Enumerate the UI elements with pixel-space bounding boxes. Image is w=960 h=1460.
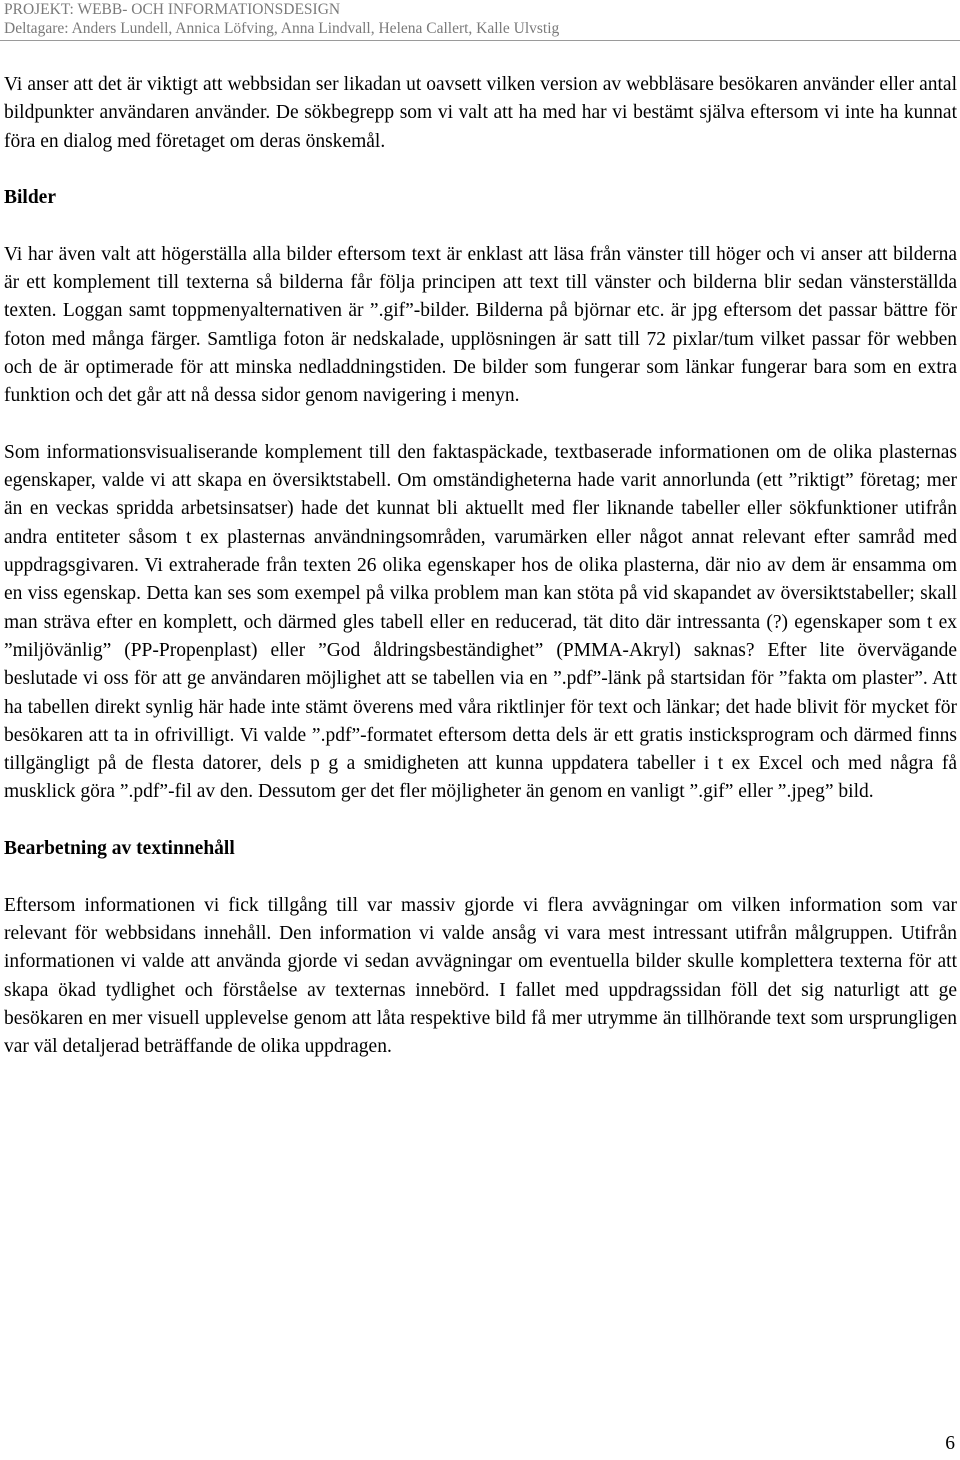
- spacer: [4, 411, 957, 439]
- document-body: [4, 71, 957, 1061]
- spacer: [4, 807, 957, 835]
- project-title: PROJEKT: WEBB- OCH INFORMATIONSDESIGN: [4, 1, 341, 18]
- header-divider: [0, 40, 960, 41]
- section-heading-bilder: Bilder: [4, 187, 56, 209]
- bilder-paragraph-2: Som informationsvisualiserande komplement till den faktaspäckade, textbaserade informationen om de olika plasternas egenskaper, valde vi att skapa en översiktstabell. Om omständigheterna hade varit annorlunda (ett ”riktigt” företag; mer än en veckas spridda arbetsinsatser) hade det kunnat bli aktuellt med fler liknande tabeller eller sökfunktioner utifrån andra entiteter såsom t ex plasternas användningsområden, varumärken eller något annat relevant efter samråd med uppdragsgivaren. Vi extraherade från texten 26 olika egenskaper hos de olika plasterna, där nio av dem är ensamma om en viss egenskap. Detta kan ses som exempel på vilka problem man kan stöta på vid skapandet av översiktstabeller; skall man sträva efter en komplett, och därmed gles tabell eller en reducerad, tät dito där intressanta (?) egenskaper som t ex ”miljövänlig” (PP-Propenplast) eller ”God åldringsbeständighet” (PMMA-Akryl) saknas? Efter lite övervägande beslutade vi oss för att ge användaren möjlighet att se tabellen via en ”.pdf”-länk på startsidan för ”fakta om plaster”. Att ha tabellen direkt synlig här hade inte stämt överens med våra riktlinjer för text och länkar; det hade blivit för mycket för besökaren att ta in ofrivilligt. Vi valde ”.pdf”-formatet eftersom detta dels är ett gratis insticksprogram och därmed finns tillgängligt på de flesta datorer, dels p g a smidigheten att kunna uppdatera tabeller i t ex Excel och med några få musklick göra ”.pdf”-fil av den. Dessutom ger det fler möjligheter än genom en vanligt ”.gif” eller ”.jpeg” bild.: [4, 441, 957, 803]
- bearbetning-paragraph: Eftersom informationen vi fick tillgång till var massiv gjorde vi flera avvägningar om vilken information som var relevant för webbsidans innehåll. Den information vi valde ansåg vi vara mest intressant utifrån målgruppen. Utifrån informationen vi valde att använda gjorde vi sedan avvägningar om eventuella bilder skulle komplettera texterna för att skapa ökad tydlighet och förståelse av texternas innebörd. I fallet med uppdragssidan föll det sig naturligt att ge besökaren en mer visuell upplevelse genom att låta respektive bild få mer utrymme än tillhörande text som ursprungligen var väl detaljerad beträffande de olika uppdragen.: [4, 894, 957, 1058]
- page-number: 6: [945, 1433, 955, 1454]
- section-heading-bearbetning: Bearbetning av textinnehåll: [4, 838, 235, 860]
- page-header: [4, 0, 954, 38]
- bilder-paragraph-1: Vi har även valt att högerställa alla bilder eftersom text är enklast att läsa från vänster till höger och vi anser att bilderna är ett komplement till texterna så bilderna får följa principen att text till vänster och bilderna blir sedan vänsterställda texten. Loggan samt toppmenyalternativen är ”.gif”-bilder. Bilderna på björnar etc. är jpg eftersom det passar bättre för foton med många färger. Samtliga foton är nedskalade, upplösningen är satt till 72 pixlar/tum vilket passar för webben och de är optimerade för att minska nedladdningstiden. De bilder som fungerar som länkar fungerar bara som en extra funktion och det går att nå dessa sidor genom navigering i menyn.: [4, 243, 957, 407]
- spacer: [4, 863, 957, 891]
- intro-paragraph: Vi anser att det är viktigt att webbsidan ser likadan ut oavsett vilken version av webbläsare besökaren använder eller antal bildpunkter användaren använder. De sökbegrepp som vi valt att ha med har vi bestämt själva eftersom vi inte ha kunnat föra en dialog med företaget om deras önskemål.: [4, 74, 957, 152]
- spacer: [4, 212, 957, 240]
- participants-line: Deltagare: Anders Lundell, Annica Löfving, Anna Lindvall, Helena Callert, Kalle Ulvstig: [4, 20, 560, 37]
- spacer: [4, 156, 957, 184]
